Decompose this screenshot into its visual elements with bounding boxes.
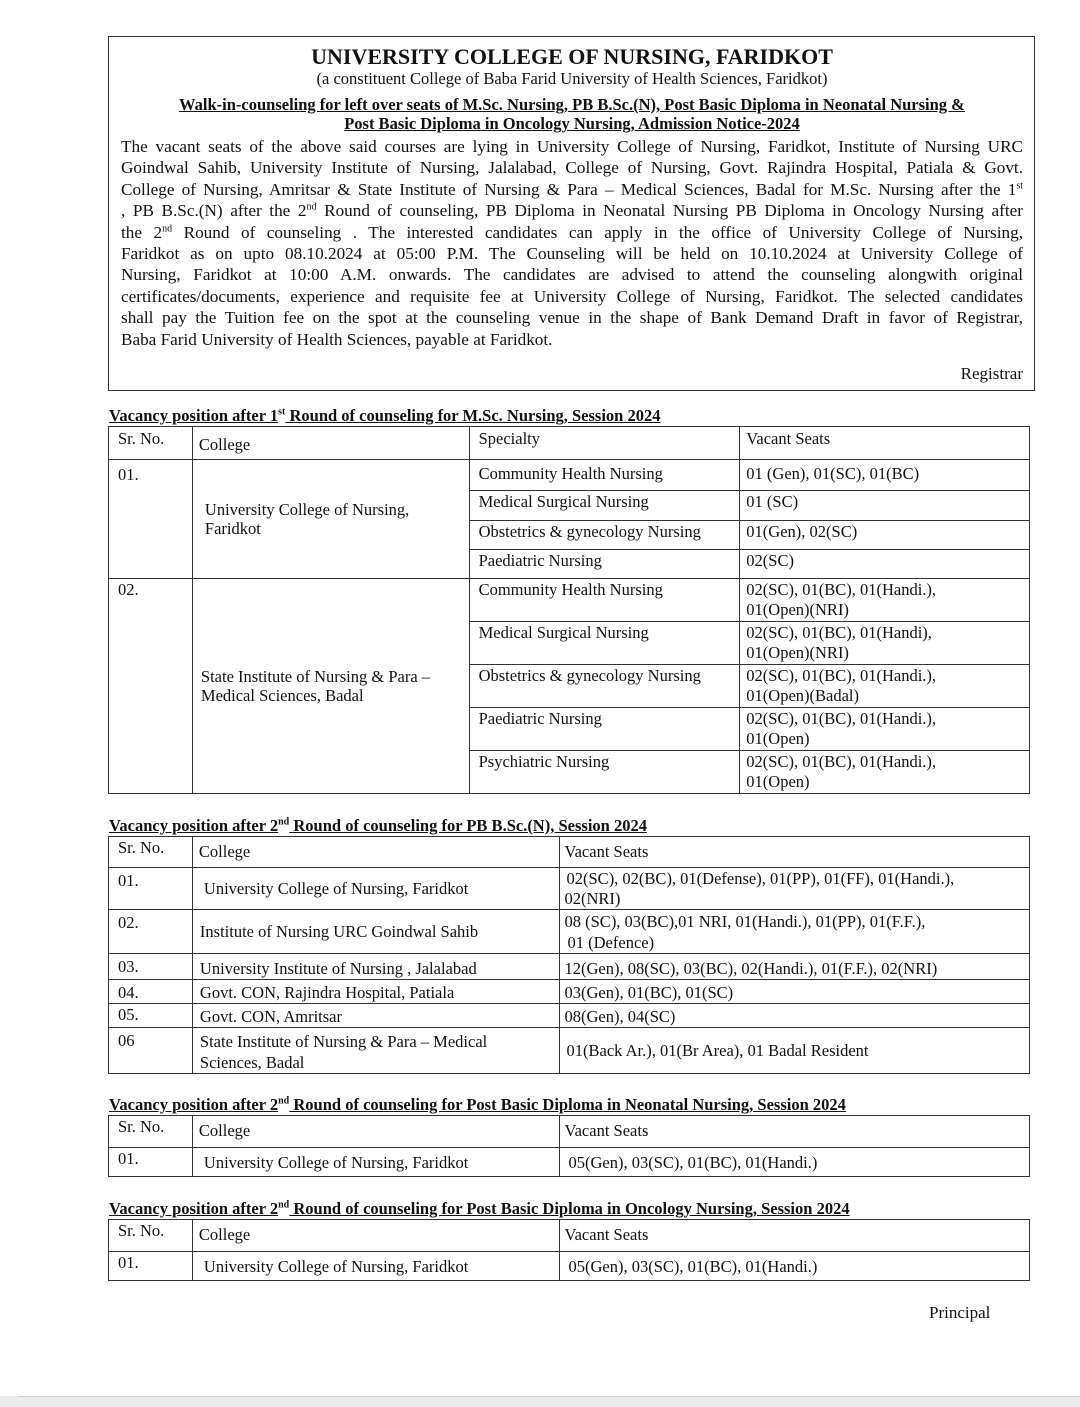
header-sr-no: Sr. No.: [109, 1116, 193, 1148]
specialty-cell: Community Health Nursing: [469, 460, 740, 491]
oncology-vacancy-table: [108, 1219, 1030, 1281]
sr-no-cell: 06: [109, 1028, 193, 1074]
college-cell: University College of Nursing, Faridkot: [192, 1252, 559, 1281]
sr-no-cell: 01.: [109, 1148, 193, 1177]
neonatal-vacancy-table: [108, 1115, 1030, 1177]
pbbsc-section-title: Vacancy position after 2nd Round of counseling for PB B.Sc.(N), Session 2024: [109, 816, 647, 835]
header-vacant-seats: Vacant Seats: [559, 1116, 1029, 1148]
table-row: [109, 1252, 1030, 1281]
sr-no-cell: 05.: [109, 1004, 193, 1028]
msc-vacancy-table: [108, 426, 1030, 794]
page-edge-line: [18, 1396, 1080, 1397]
specialty-cell: Medical Surgical Nursing: [469, 622, 740, 665]
pbbsc-vacancy-table: [108, 836, 1030, 1074]
specialty-cell: Medical Surgical Nursing: [469, 491, 740, 521]
sr-no-cell: 02.: [109, 910, 193, 954]
seats-cell: 05(Gen), 03(SC), 01(BC), 01(Handi.): [559, 1148, 1029, 1177]
seats-cell: 02(SC), 01(BC), 01(Handi.), 01(Open): [740, 708, 1030, 751]
table-header-row: [109, 837, 1030, 868]
seats-cell: 08(Gen), 04(SC): [559, 1004, 1029, 1028]
sr-no-cell: 01.: [109, 868, 193, 910]
table-row: [109, 460, 1030, 491]
college-cell: State Institute of Nursing & Para – Medical Sciences, Badal: [192, 579, 469, 794]
header-college: College: [192, 837, 559, 868]
principal-signature: Principal: [929, 1303, 991, 1322]
college-cell: University College of Nursing, Faridkot: [192, 868, 559, 910]
registrar-signature: Registrar: [960, 364, 1023, 383]
table-row: [109, 579, 1030, 622]
table-row: [109, 1028, 1030, 1074]
table-row: [109, 868, 1030, 910]
header-sr-no: Sr. No.: [109, 427, 193, 460]
college-cell: Institute of Nursing URC Goindwal Sahib: [192, 910, 559, 954]
header-college: College: [192, 1220, 559, 1252]
notice-line: shall pay the Tuition fee on the spot at the counseling venue in the shape of Bank Demand Draft in favor of Registrar,: [121, 308, 1023, 328]
table-row: [109, 1148, 1030, 1177]
page-bottom-shadow: [0, 1396, 1080, 1407]
notice-line: certificates/documents, experience and requisite fee at University College of Nursing, Faridkot. The selected candidates: [121, 286, 1023, 306]
notice-line: Goindwal Sahib, University Institute of Nursing, Jalalabad, College of Nursing, Govt. Rajindra Hospital, Patiala & Govt.: [121, 158, 1023, 178]
specialty-cell: Obstetrics & gynecology Nursing: [469, 521, 740, 550]
seats-cell: 05(Gen), 03(SC), 01(BC), 01(Handi.): [559, 1252, 1029, 1281]
sr-no-cell: 01.: [109, 460, 193, 579]
notice-line: , PB B.Sc.(N) after the 2nd Round of counseling, PB Diploma in Neonatal Nursing PB Diploma in Oncology Nursing after: [121, 201, 1024, 221]
college-cell: State Institute of Nursing & Para – Medical Sciences, Badal: [192, 1028, 559, 1074]
table-row: [109, 1004, 1030, 1028]
seats-cell: 08 (SC), 03(BC),01 NRI, 01(Handi.), 01(PP), 01(F.F.), 01 (Defence): [559, 910, 1029, 954]
specialty-cell: Paediatric Nursing: [469, 708, 740, 751]
seats-cell: 01 (SC): [740, 491, 1030, 521]
seats-cell: 03(Gen), 01(BC), 01(SC): [559, 980, 1029, 1004]
notice-line: Nursing, Faridkot at 10:00 A.M. onwards. The candidates are advised to attend the counseling alongwith original: [121, 265, 1023, 285]
notice-line: The vacant seats of the above said courses are lying in University College of Nursing, Faridkot, Institute of Nursing URC: [121, 137, 1023, 156]
header-college: College: [192, 427, 469, 460]
sr-no-cell: 02.: [109, 579, 193, 794]
seats-cell: 02(SC), 02(BC), 01(Defense), 01(PP), 01(FF), 01(Handi.), 02(NRI): [559, 868, 1029, 910]
notice-line: College of Nursing, Amritsar & State Institute of Nursing & Para – Medical Sciences, Badal for M.Sc. Nursing after the 1st: [121, 179, 1023, 199]
seats-cell: 02(SC), 01(BC), 01(Handi.), 01(Open)(NRI): [740, 579, 1030, 622]
specialty-cell: Paediatric Nursing: [469, 550, 740, 579]
sr-no-cell: 04.: [109, 980, 193, 1004]
oncology-section-title: Vacancy position after 2nd Round of counseling for Post Basic Diploma in Oncology Nursing, Session 2024: [109, 1199, 850, 1218]
seats-cell: 12(Gen), 08(SC), 03(BC), 02(Handi.), 01(F.F.), 02(NRI): [559, 954, 1029, 980]
header-college: College: [192, 1116, 559, 1148]
sr-no-cell: 03.: [109, 954, 193, 980]
specialty-cell: Community Health Nursing: [469, 579, 740, 622]
header-vacant-seats: Vacant Seats: [559, 1220, 1029, 1252]
notice-heading-line-2: Post Basic Diploma in Oncology Nursing, Admission Notice-2024: [344, 114, 800, 133]
table-header-row: [109, 427, 1030, 460]
college-cell: University College of Nursing, Faridkot: [192, 460, 469, 579]
header-vacant-seats: Vacant Seats: [559, 837, 1029, 868]
notice-body: [121, 136, 1023, 350]
document-subtitle: (a constituent College of Baba Farid University of Health Sciences, Faridkot): [316, 69, 828, 88]
header-specialty: Specialty: [469, 427, 740, 460]
document-title: UNIVERSITY COLLEGE OF NURSING, FARIDKOT: [311, 44, 833, 69]
seats-cell: 02(SC): [740, 550, 1030, 579]
table-row: [109, 954, 1030, 980]
college-cell: Govt. CON, Rajindra Hospital, Patiala: [192, 980, 559, 1004]
msc-section-title: Vacancy position after 1st Round of counseling for M.Sc. Nursing, Session 2024: [109, 406, 661, 425]
table-header-row: [109, 1220, 1030, 1252]
notice-line: the 2nd Round of counseling . The interested candidates can apply in the office of University College of Nursing,: [121, 222, 1023, 242]
seats-cell: 01(Back Ar.), 01(Br Area), 01 Badal Resident: [559, 1028, 1029, 1074]
seats-cell: 02(SC), 01(BC), 01(Handi.), 01(Open)(Badal): [740, 665, 1030, 708]
notice-line: Baba Farid University of Health Sciences, payable at Faridkot.: [121, 329, 553, 349]
neonatal-section-title: Vacancy position after 2nd Round of counseling for Post Basic Diploma in Neonatal Nursing, Session 2024: [109, 1095, 846, 1114]
college-cell: University College of Nursing, Faridkot: [192, 1148, 559, 1177]
header-vacant-seats: Vacant Seats: [740, 427, 1030, 460]
notice-line: Faridkot as on upto 08.10.2024 at 05:00 P.M. The Counseling will be held on 10.10.2024 at University College of: [121, 244, 1023, 264]
header-sr-no: Sr. No.: [109, 837, 193, 868]
seats-cell: 01(Gen), 02(SC): [740, 521, 1030, 550]
seats-cell: 02(SC), 01(BC), 01(Handi), 01(Open)(NRI): [740, 622, 1030, 665]
notice-box: [108, 36, 1035, 391]
header-sr-no: Sr. No.: [109, 1220, 193, 1252]
seats-cell: 01 (Gen), 01(SC), 01(BC): [740, 460, 1030, 491]
table-row: [109, 910, 1030, 954]
college-cell: University Institute of Nursing , Jalalabad: [192, 954, 559, 980]
table-row: [109, 980, 1030, 1004]
specialty-cell: Obstetrics & gynecology Nursing: [469, 665, 740, 708]
sr-no-cell: 01.: [109, 1252, 193, 1281]
seats-cell: 02(SC), 01(BC), 01(Handi.), 01(Open): [740, 751, 1030, 794]
notice-heading: [121, 95, 1023, 133]
notice-heading-line-1: Walk-in-counseling for left over seats of M.Sc. Nursing, PB B.Sc.(N), Post Basic Diploma in Neonatal Nursing &: [179, 95, 965, 114]
table-header-row: [109, 1116, 1030, 1148]
college-cell: Govt. CON, Amritsar: [192, 1004, 559, 1028]
specialty-cell: Psychiatric Nursing: [469, 751, 740, 794]
